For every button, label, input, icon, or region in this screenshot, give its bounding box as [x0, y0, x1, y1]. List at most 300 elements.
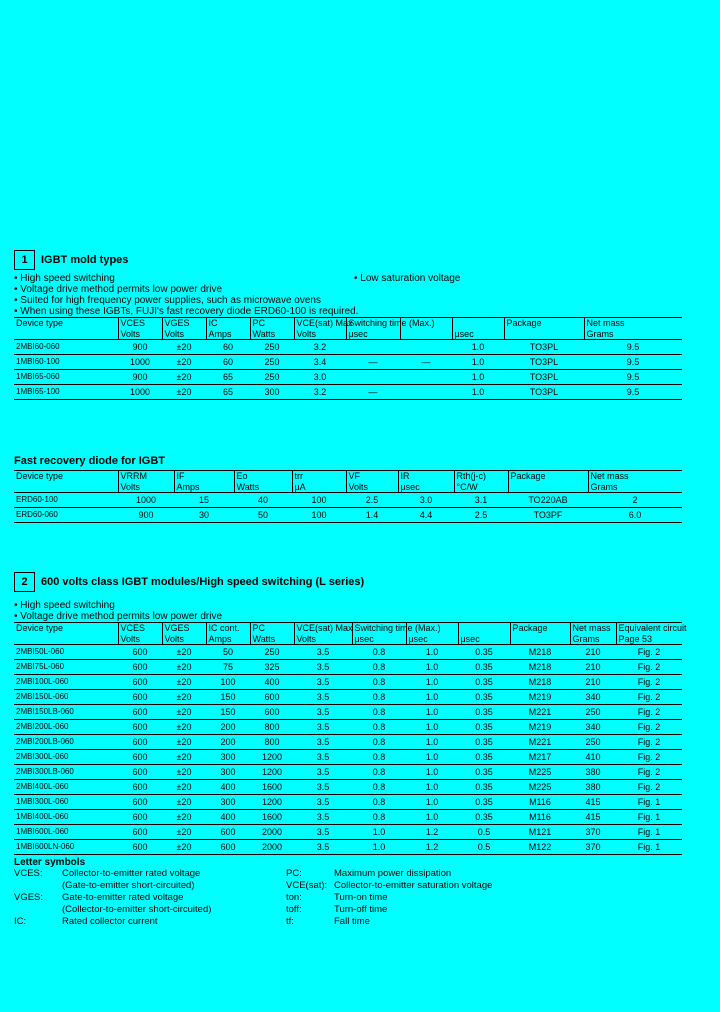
device-type-cell: 1MBI60-100 [16, 357, 60, 366]
table-cell: 0.8 [372, 767, 386, 777]
table-cell: 3.5 [316, 662, 330, 672]
section-number-icon: 1 [14, 250, 35, 270]
table-cell [400, 370, 452, 385]
table-cell: Fig. 2 [637, 722, 661, 732]
column-header: Net mass [588, 471, 682, 482]
column-unit: Volts [162, 634, 206, 645]
column-unit: Watts [250, 329, 294, 340]
bullet: • Voltage drive method permits low power drive [14, 284, 223, 295]
symbol-description: (Gate-to-emitter short-circuited) [62, 880, 195, 891]
table-row [14, 735, 682, 750]
table-cell: 300 [220, 797, 236, 807]
table-cell: 3.0 [419, 495, 433, 505]
mold-title: IGBT mold types [41, 254, 129, 266]
table-cell: 250 [264, 372, 280, 382]
table-cell: 415 [585, 797, 601, 807]
device-type-cell: 2MBI300L-060 [16, 752, 69, 761]
column-unit: μsec [352, 634, 406, 645]
diode-title: Fast recovery diode for IGBT [14, 455, 165, 467]
table-cell: 370 [585, 827, 601, 837]
column-unit: Volts [118, 482, 174, 493]
table-row [14, 810, 682, 825]
table-cell: 900 [132, 372, 148, 382]
table-cell: 210 [585, 677, 601, 687]
table-cell: 2000 [261, 842, 283, 852]
table-cell: 410 [585, 752, 601, 762]
table-cell: 0.35 [475, 737, 493, 747]
table-cell: Fig. 2 [637, 767, 661, 777]
table-cell: Fig. 2 [637, 707, 661, 717]
table-cell: 250 [585, 737, 601, 747]
table-cell: 415 [585, 812, 601, 822]
device-type-cell: 2MBI200L-060 [16, 722, 69, 731]
column-unit: Watts [234, 482, 292, 493]
column-header: IF [174, 471, 234, 482]
column-header: VGES [162, 623, 206, 634]
table-cell: 900 [138, 510, 154, 520]
table-cell: 600 [132, 767, 148, 777]
table-cell: 0.35 [475, 662, 493, 672]
column-unit: Amps [206, 634, 250, 645]
table-cell: 1.0 [425, 647, 439, 657]
table-row [14, 825, 682, 840]
device-type-cell: ERD60-100 [16, 495, 58, 504]
table-cell: M116 [529, 797, 551, 807]
letter-symbols-list [14, 868, 682, 928]
column-unit: μsec [406, 634, 458, 645]
mold-table [14, 317, 682, 400]
table-cell: 40 [257, 495, 268, 505]
table-cell: 3.5 [316, 827, 330, 837]
table-cell: 250 [264, 647, 280, 657]
table-cell: ±20 [176, 737, 192, 747]
table-cell [400, 385, 452, 400]
table-row [14, 675, 682, 690]
column-unit: μsec [346, 329, 400, 340]
device-type-cell: 2MBI50L-060 [16, 647, 65, 656]
table-cell: ±20 [176, 797, 192, 807]
mold-section [14, 250, 682, 400]
table-cell: 0.8 [372, 647, 386, 657]
table-cell: 1200 [261, 752, 283, 762]
table-cell: 50 [257, 510, 268, 520]
table-cell: — [368, 357, 378, 367]
table-cell [400, 340, 452, 355]
modules-header-row [14, 623, 682, 634]
symbol [14, 880, 62, 892]
table-cell: 6.0 [628, 510, 642, 520]
table-cell: 600 [220, 827, 236, 837]
table-cell: 3.5 [316, 812, 330, 822]
table-cell: 380 [585, 782, 601, 792]
table-cell: 1200 [261, 797, 283, 807]
symbol: IC: [14, 916, 27, 927]
column-header: Eo [234, 471, 292, 482]
table-cell: 0.35 [475, 647, 493, 657]
table-cell: 1.2 [425, 842, 439, 852]
mold-bullets [14, 273, 682, 317]
table-cell: 3.5 [316, 707, 330, 717]
table-cell: 300 [264, 387, 280, 397]
section-number-icon: 2 [14, 572, 35, 592]
table-cell: 1000 [135, 495, 157, 505]
table-cell [346, 370, 400, 385]
table-cell: 75 [222, 662, 233, 672]
symbol: tf: [286, 916, 294, 927]
table-cell: 0.8 [372, 797, 386, 807]
table-cell: TO3PL [529, 372, 559, 382]
device-type-cell: 2MBI400L-060 [16, 782, 69, 791]
table-cell: 9.5 [626, 357, 640, 367]
table-cell: 9.5 [626, 372, 640, 382]
table-cell: ±20 [176, 342, 192, 352]
table-cell: TO3PL [529, 342, 559, 352]
table-cell: 3.5 [316, 782, 330, 792]
column-header: Package [508, 471, 588, 482]
column-header: VCES [118, 318, 162, 329]
column-header: Net mass [584, 318, 682, 329]
table-cell: M217 [528, 752, 552, 762]
column-header: VGES [162, 318, 206, 329]
table-cell: 370 [585, 842, 601, 852]
column-header: Package [510, 623, 570, 634]
table-cell: 600 [132, 647, 148, 657]
table-cell: 325 [264, 662, 280, 672]
table-cell: M116 [529, 812, 551, 822]
column-unit: Page 53 [616, 634, 682, 645]
table-cell: 15 [198, 495, 209, 505]
table-cell: 0.35 [475, 752, 493, 762]
table-cell: 1.4 [365, 510, 379, 520]
table-row [14, 370, 682, 385]
column-unit: μsec [398, 482, 454, 493]
column-unit [14, 634, 118, 645]
table-cell: ±20 [176, 692, 192, 702]
symbol: VGES: [14, 892, 44, 903]
table-cell: 600 [132, 827, 148, 837]
table-cell: M218 [528, 662, 552, 672]
table-cell: 600 [132, 707, 148, 717]
table-cell: ±20 [176, 722, 192, 732]
column-unit [504, 329, 584, 340]
table-row [14, 645, 682, 660]
table-cell: 3.5 [316, 722, 330, 732]
column-header: Device type [14, 623, 118, 634]
table-cell: Fig. 2 [637, 662, 661, 672]
table-cell: TO3PL [529, 357, 559, 367]
column-header: VRRM [118, 471, 174, 482]
table-row [14, 690, 682, 705]
column-header: trr [292, 471, 346, 482]
diode-section [14, 455, 682, 523]
table-cell: ±20 [176, 842, 192, 852]
device-type-cell: 2MBI200LB-060 [16, 737, 74, 746]
table-cell: 9.5 [626, 387, 640, 397]
table-cell: 1.0 [425, 797, 439, 807]
table-cell: 60 [222, 342, 233, 352]
table-row [14, 795, 682, 810]
table-cell: 400 [220, 782, 236, 792]
table-cell: 0.8 [372, 707, 386, 717]
table-cell: 3.5 [316, 797, 330, 807]
table-row [14, 660, 682, 675]
table-cell: ±20 [176, 752, 192, 762]
column-header: Equivalent circuit [616, 623, 682, 634]
table-cell: 1.0 [425, 812, 439, 822]
table-cell: 600 [132, 782, 148, 792]
table-cell: 1.0 [471, 372, 485, 382]
column-header: Switching time (Max.) [346, 318, 400, 329]
column-header: Switching time (Max.) [352, 623, 406, 634]
column-unit: Grams [588, 482, 682, 493]
modules-title: 600 volts class IGBT modules/High speed switching (L series) [41, 576, 365, 588]
table-cell: 1.0 [471, 342, 485, 352]
table-cell: 30 [198, 510, 209, 520]
table-cell: 600 [264, 692, 280, 702]
table-cell: 3.2 [313, 387, 327, 397]
table-cell: 2.5 [365, 495, 379, 505]
table-cell: 300 [220, 767, 236, 777]
column-unit: Volts [162, 329, 206, 340]
table-cell: Fig. 2 [637, 692, 661, 702]
table-cell: 3.4 [313, 357, 327, 367]
table-row [14, 340, 682, 355]
table-cell: Fig. 1 [637, 842, 661, 852]
table-cell: Fig. 1 [637, 827, 661, 837]
table-cell: 600 [264, 707, 280, 717]
table-row [14, 355, 682, 370]
column-unit [400, 329, 452, 340]
bullet: • When using these IGBTs, FUJI's fast recovery diode ERD60-100 is required. [14, 306, 359, 317]
letter-symbols-title: Letter symbols [14, 857, 86, 868]
column-unit: Volts [118, 329, 162, 340]
modules-units-row [14, 634, 682, 645]
table-cell: ±20 [176, 372, 192, 382]
table-cell: 600 [132, 842, 148, 852]
column-header [452, 318, 504, 329]
table-row [14, 705, 682, 720]
table-cell: 340 [585, 692, 601, 702]
device-type-cell: 2MBI150L-060 [16, 692, 69, 701]
table-row [14, 508, 682, 523]
column-unit: Grams [570, 634, 616, 645]
table-cell: — [368, 387, 378, 397]
table-cell: 1.0 [425, 767, 439, 777]
table-cell: 150 [220, 707, 236, 717]
diode-table [14, 470, 682, 523]
table-cell: M221 [528, 707, 552, 717]
table-cell: 200 [220, 737, 236, 747]
table-cell: 600 [132, 692, 148, 702]
symbol-description: Fall time [334, 916, 370, 927]
table-cell: M225 [528, 782, 552, 792]
table-cell: TO220AB [528, 495, 568, 505]
table-cell: 1600 [261, 812, 283, 822]
table-cell: 1.2 [425, 827, 439, 837]
table-cell: 600 [132, 752, 148, 762]
table-cell: M218 [528, 647, 552, 657]
table-cell: 200 [220, 722, 236, 732]
table-cell: ±20 [176, 647, 192, 657]
table-cell: TO3PF [533, 510, 563, 520]
modules-table [14, 622, 687, 855]
table-cell: 1.0 [372, 827, 386, 837]
table-row [14, 720, 682, 735]
table-cell: 0.8 [372, 752, 386, 762]
table-cell: M221 [528, 737, 552, 747]
table-cell: 600 [220, 842, 236, 852]
symbol-description: Collector-to-emitter saturation voltage [334, 880, 493, 891]
table-row [14, 385, 682, 400]
table-cell: Fig. 2 [637, 752, 661, 762]
table-cell: 400 [220, 812, 236, 822]
table-cell: 600 [132, 797, 148, 807]
table-cell: 3.5 [316, 677, 330, 687]
table-cell: Fig. 1 [637, 812, 661, 822]
column-unit [14, 482, 118, 493]
table-cell: 3.5 [316, 767, 330, 777]
column-unit [508, 482, 588, 493]
table-cell: 0.8 [372, 782, 386, 792]
table-cell: 1.0 [471, 357, 485, 367]
table-cell: 1000 [129, 357, 151, 367]
table-cell: 0.35 [475, 677, 493, 687]
table-cell: M218 [528, 677, 552, 687]
table-cell: 0.35 [475, 707, 493, 717]
symbol-description: Gate-to-emitter rated voltage [62, 892, 184, 903]
table-cell: 0.35 [475, 797, 493, 807]
table-cell: 2.5 [474, 510, 488, 520]
symbol: ton: [286, 892, 302, 903]
column-unit: μA [292, 482, 346, 493]
table-cell: ±20 [176, 707, 192, 717]
column-header: VCE(sat) Max [294, 318, 346, 329]
table-cell: 1.0 [425, 707, 439, 717]
table-cell: 1000 [129, 387, 151, 397]
symbol: VCE(sat): [286, 880, 328, 891]
table-cell: 210 [585, 662, 601, 672]
table-cell: ±20 [176, 812, 192, 822]
symbol-description: Maximum power dissipation [334, 868, 452, 879]
column-unit: °C/W [454, 482, 508, 493]
device-type-cell: 1MBI600LN-060 [16, 842, 75, 851]
column-unit: Volts [294, 329, 346, 340]
table-cell: 100 [311, 510, 327, 520]
column-unit [510, 634, 570, 645]
table-cell: 1600 [261, 782, 283, 792]
table-cell: 2 [632, 495, 638, 505]
table-cell: 2000 [261, 827, 283, 837]
symbol: VCES: [14, 868, 43, 879]
modules-heading [14, 572, 682, 592]
table-cell: 0.5 [477, 827, 491, 837]
table-cell: Fig. 1 [637, 797, 661, 807]
table-cell: ±20 [176, 357, 192, 367]
table-cell: 1.0 [425, 662, 439, 672]
device-type-cell: 1MBI400L-060 [16, 812, 69, 821]
device-type-cell: 1MBI300L-060 [16, 797, 69, 806]
column-unit: Volts [118, 634, 162, 645]
device-type-cell: 1MBI65-060 [16, 372, 60, 381]
modules-bullets [14, 600, 682, 622]
table-cell: 600 [132, 662, 148, 672]
table-row [14, 840, 682, 855]
table-cell: 600 [132, 677, 148, 687]
table-cell: 1.0 [425, 692, 439, 702]
table-cell: 3.1 [474, 495, 488, 505]
table-cell: ±20 [176, 677, 192, 687]
bullet: • Suited for high frequency power supplies, such as microwave ovens [14, 295, 321, 306]
table-cell: 100 [311, 495, 327, 505]
column-header [458, 623, 510, 634]
column-unit: Amps [174, 482, 234, 493]
device-type-cell: 1MBI65-100 [16, 387, 60, 396]
device-type-cell: 2MBI300LB-060 [16, 767, 74, 776]
table-cell: 800 [264, 737, 280, 747]
table-cell: 3.2 [313, 342, 327, 352]
table-cell: 9.5 [626, 342, 640, 352]
table-cell: 0.35 [475, 722, 493, 732]
device-type-cell: 1MBI600L-060 [16, 827, 69, 836]
table-cell: M219 [528, 692, 552, 702]
table-cell: 50 [222, 647, 233, 657]
symbol: PC: [286, 868, 302, 879]
table-cell: Fig. 2 [637, 647, 661, 657]
table-cell: TO3PL [529, 387, 559, 397]
table-cell: 3.5 [316, 752, 330, 762]
device-type-cell: 2MBI100L-060 [16, 677, 69, 686]
symbol: toff: [286, 904, 302, 915]
mold-heading [14, 250, 682, 270]
column-header: Rth(j-c) [454, 471, 508, 482]
table-cell: 3.5 [316, 647, 330, 657]
table-cell: 250 [585, 707, 601, 717]
table-cell: 0.8 [372, 722, 386, 732]
column-unit: Amps [206, 329, 250, 340]
table-cell: 3.5 [316, 737, 330, 747]
column-unit: Grams [584, 329, 682, 340]
column-header: VCE(sat) Max [294, 623, 352, 634]
table-cell: M225 [528, 767, 552, 777]
table-cell: 0.35 [475, 812, 493, 822]
table-cell: 1200 [261, 767, 283, 777]
table-cell: 3.0 [313, 372, 327, 382]
table-cell: ±20 [176, 782, 192, 792]
table-cell: 600 [132, 722, 148, 732]
table-cell: 4.4 [419, 510, 433, 520]
table-cell: 100 [220, 677, 236, 687]
table-row [14, 750, 682, 765]
column-header: VF [346, 471, 398, 482]
table-cell: — [421, 357, 431, 367]
bullet: • High speed switching [14, 600, 115, 611]
table-cell: ±20 [176, 827, 192, 837]
column-unit: μsec [452, 329, 504, 340]
table-cell: 800 [264, 722, 280, 732]
symbol [14, 904, 62, 916]
table-cell: 0.35 [475, 767, 493, 777]
column-header: IC [206, 318, 250, 329]
mold-units-row [14, 329, 682, 340]
table-cell: 0.35 [475, 782, 493, 792]
table-cell: 0.8 [372, 677, 386, 687]
table-cell: 1.0 [425, 677, 439, 687]
column-header: Package [504, 318, 584, 329]
table-cell: 3.5 [316, 842, 330, 852]
table-cell: 600 [132, 812, 148, 822]
table-cell: ±20 [176, 387, 192, 397]
symbol-description: (Collector-to-emitter short-circuited) [62, 904, 212, 915]
